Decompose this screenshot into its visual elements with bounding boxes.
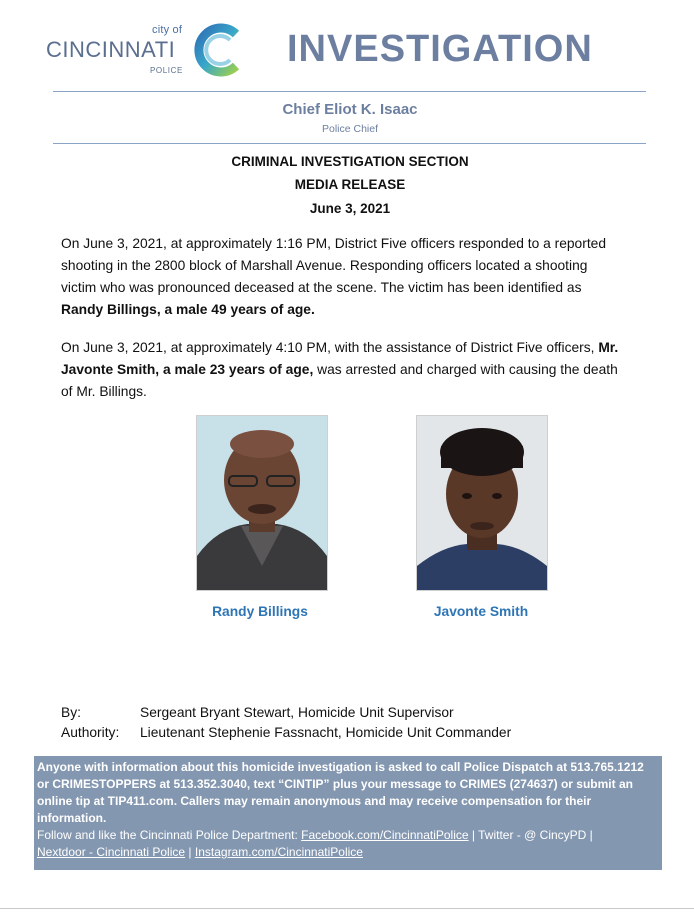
instagram-link[interactable]: Instagram.com/CincinnatiPolice	[194, 845, 363, 859]
chief-divider	[53, 143, 646, 144]
by-value: Sergeant Bryant Stewart, Homicide Unit Supervisor	[140, 705, 454, 720]
release-type: MEDIA RELEASE	[294, 177, 406, 192]
release-date: June 3, 2021	[309, 201, 391, 216]
link-separator: |	[185, 845, 195, 859]
incident-line: victim who was pronounced deceased at the scene. The victim has been identified as	[61, 280, 582, 295]
logo-dept: POLICE	[150, 66, 183, 75]
nextdoor-link[interactable]: Nextdoor - Cincinnati Police	[37, 845, 186, 859]
logo-c-emblem-icon	[190, 20, 246, 80]
page-title: INVESTIGATION	[287, 28, 593, 70]
cincinnati-police-logo	[46, 20, 246, 80]
page-bottom-divider	[0, 908, 694, 909]
victim-photo	[196, 415, 328, 591]
authority-value: Lieutenant Stephenie Fassnacht, Homicide Unit Commander	[140, 725, 512, 740]
notice-line: or CRIMESTOPPERS at 513.352.3040, text “CINTIP” plus your message to CRIMES (274637) or submit an	[37, 777, 633, 791]
suspect-photo-caption: Javonte Smith	[433, 604, 529, 619]
header-divider	[53, 91, 646, 92]
incident-line: shooting in the 2800 block of Marshall Avenue. Responding officers located a shooting	[61, 258, 588, 273]
notice-line: Anyone with information about this homicide investigation is asked to call Police Dispatch at 513.765.1212	[37, 760, 644, 774]
byline-authority	[61, 725, 511, 740]
notice-line: online tip at TIP411.com. Callers may remain anonymous and may receive compensation for their	[37, 794, 592, 808]
by-label: By:	[61, 705, 81, 720]
chief-title: Police Chief	[321, 123, 379, 135]
suspect-photo	[416, 415, 548, 591]
follow-text: Follow and like the Cincinnati Police Department:	[37, 828, 302, 842]
arrest-text: was arrested and charged with causing the death	[313, 362, 618, 377]
facebook-link[interactable]: Facebook.com/CincinnatiPolice	[301, 828, 469, 842]
authority-label: Authority:	[61, 725, 120, 740]
victim-photo-caption: Randy Billings	[212, 604, 308, 619]
twitter-text: | Twitter - @ CincyPD |	[468, 828, 593, 842]
logo-city-name: CINCINNATI	[46, 37, 176, 62]
section-heading: CRIMINAL INVESTIGATION SECTION	[231, 154, 469, 169]
arrest-text: On June 3, 2021, at approximately 4:10 PM, with the assistance of District Five officers,	[61, 340, 599, 355]
incident-line: On June 3, 2021, at approximately 1:16 PM, District Five officers responded to a reported	[61, 236, 607, 251]
notice-line: information.	[37, 811, 107, 825]
arrest-text: of Mr. Billings.	[61, 384, 147, 399]
tip-notice-box	[34, 756, 662, 870]
suspect-name-prefix: Mr.	[598, 340, 619, 355]
logo-city-of: city of	[152, 24, 183, 36]
incident-paragraph	[61, 233, 671, 321]
chief-name: Chief Eliot K. Isaac	[282, 101, 418, 118]
victim-identification: Randy Billings, a male 49 years of age.	[61, 302, 315, 317]
arrest-paragraph	[61, 337, 671, 403]
suspect-identification: Javonte Smith, a male 23 years of age,	[61, 362, 314, 377]
byline-by	[61, 705, 454, 720]
